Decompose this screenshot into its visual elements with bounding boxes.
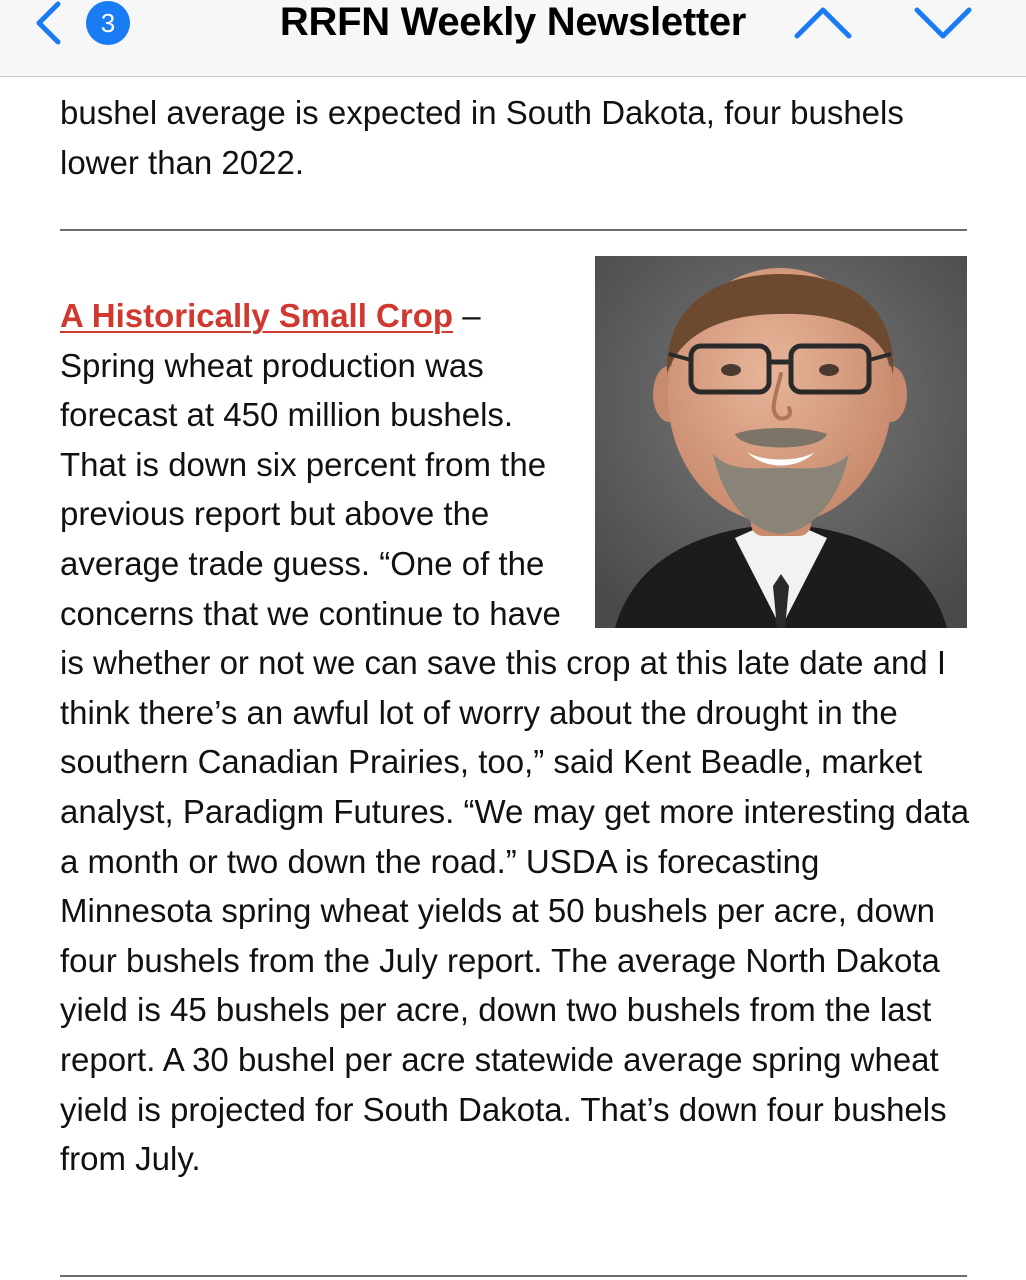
next-message-button[interactable] — [912, 2, 974, 42]
article-headline-link[interactable]: A Historically Small Crop — [60, 297, 454, 334]
chevron-up-icon — [792, 2, 854, 42]
chevron-down-icon — [912, 2, 974, 42]
previous-message-button[interactable] — [792, 2, 854, 42]
section-divider — [60, 229, 967, 231]
article-body-text: Spring wheat production was forecast at 450 million bushels. That is down six percent from the previous report but above the average trade guess. “One of the concerns that we continue to have is whether or not we can save this crop at this late date and I think there’s an awful lot of worry about the drought in the southern Canadian Prairies, too,” said Kent Beadle, market analyst, Paradigm Futures. “We may get more interesting data a month or two down the road.” USDA is forecasting Minnesota spring wheat yields at 50 bushels per acre, down four bushels from the July report. The average North Dakota yield is 45 bushels per acre, down two bushels from the last report. A 30 bushel per acre statewide average spring wheat yield is projected for South Dakota. That’s down four bushels from July. — [60, 346, 970, 1178]
chevron-left-icon — [30, 0, 70, 46]
article-paragraph — [60, 291, 975, 1184]
intro-paragraph: bushel average is expected in South Dakota, four bushels lower than 2022. — [60, 94, 904, 181]
unread-count-badge: 3 — [86, 1, 130, 45]
photo-wrap-spacer — [570, 291, 975, 636]
headline-separator: – — [453, 297, 481, 334]
back-button[interactable] — [30, 0, 70, 46]
section-divider — [60, 1275, 967, 1277]
nav-bar — [0, 0, 1026, 77]
page-title: RRFN Weekly Newsletter — [279, 0, 747, 44]
